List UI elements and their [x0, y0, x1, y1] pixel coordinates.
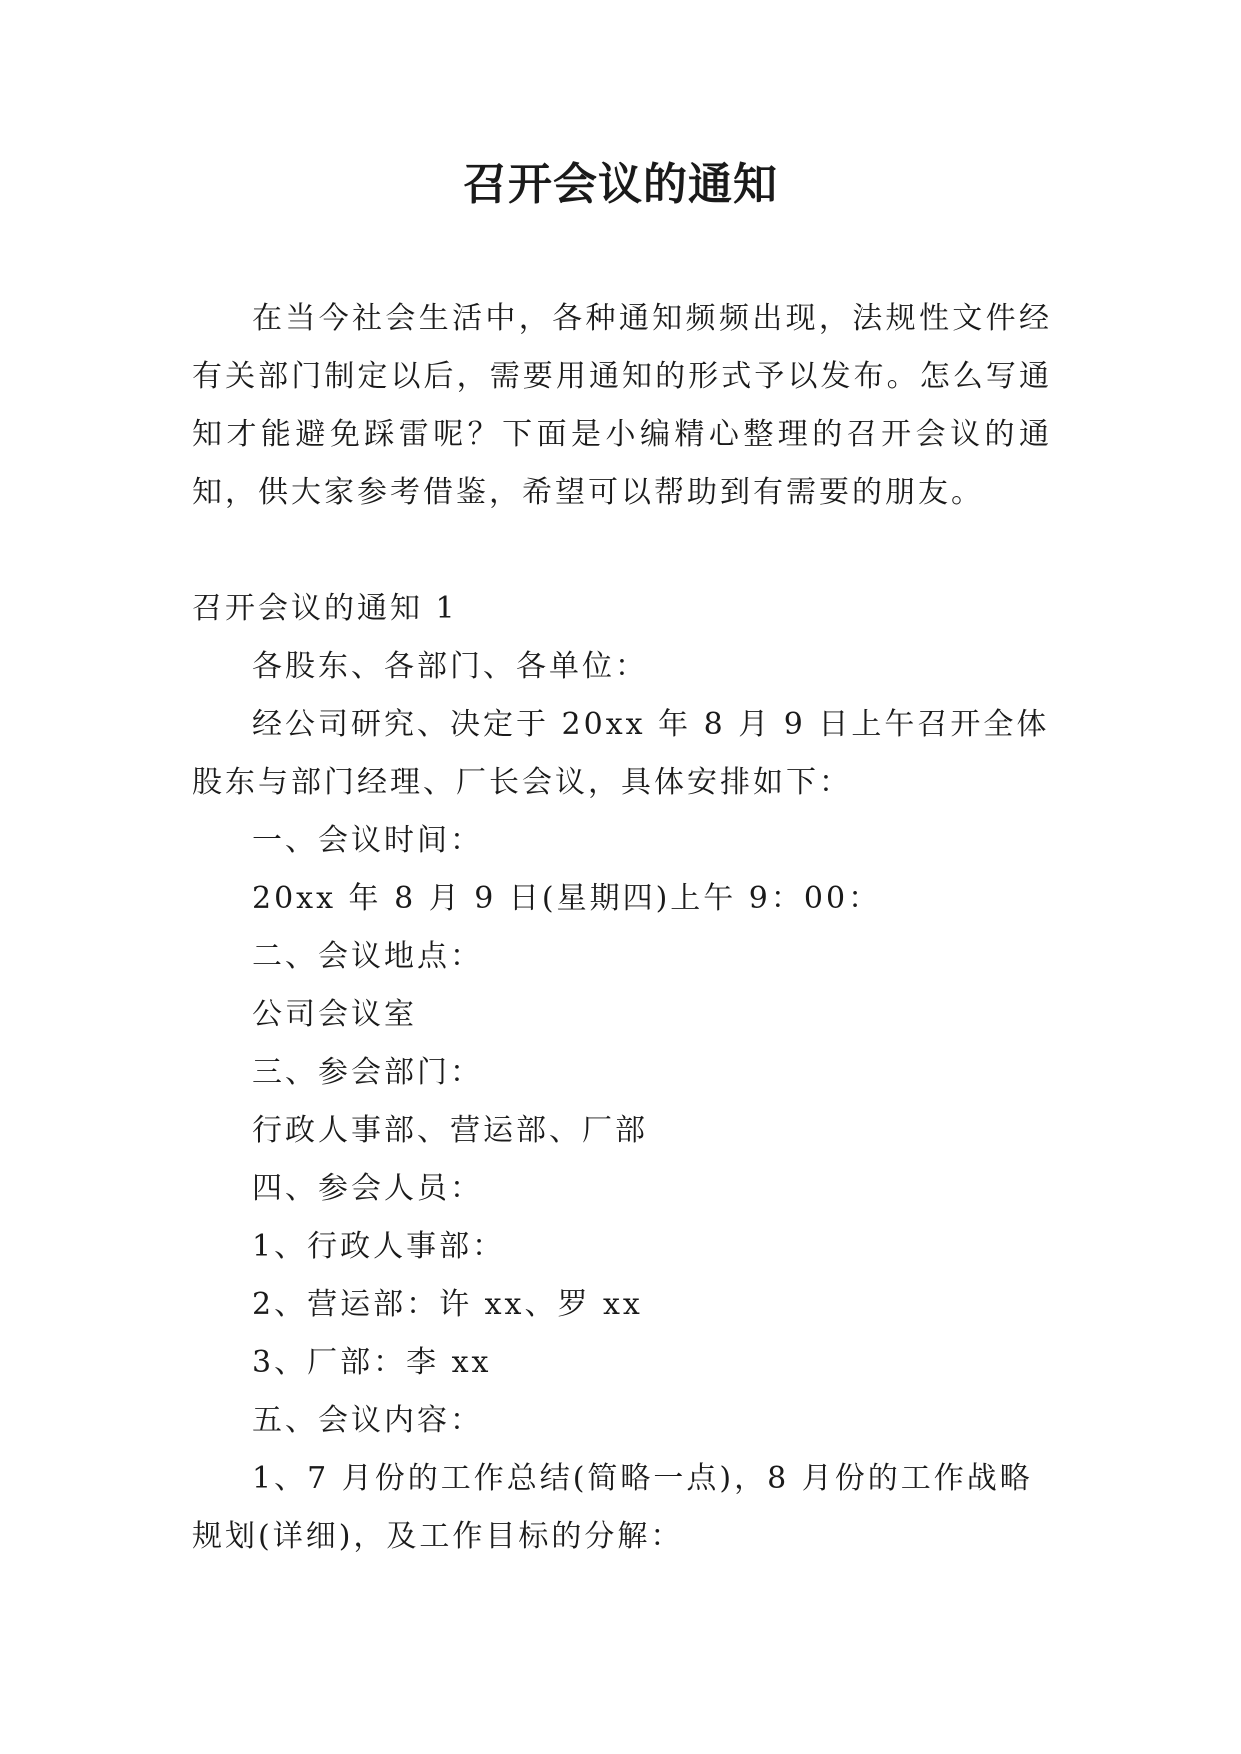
item-value-departments: 行政人事部、营运部、厂部 [252, 1113, 648, 1148]
intro-paragraph: 在当今社会生活中，各种通知频频出现，法规性文件经有关部门制定以后，需要用通知的形式予以发布。怎么写通知才能避免踩雷呢？下面是小编精心整理的召开会议的通知，供大家参考借鉴，希望可以帮助到有需要的朋友。 [192, 301, 1052, 510]
body-paragraph: 经公司研究、决定于 20xx 年 8 月 9 日上午召开全体股东与部门经理、厂长会议，具体安排如下： [192, 707, 1050, 800]
attendee-line: 3、厂部：李 xx [252, 1345, 492, 1380]
section-heading: 召开会议的通知 1 [192, 591, 458, 626]
item-heading-departments: 三、参会部门： [252, 1055, 483, 1090]
item-heading-location: 二、会议地点： [252, 939, 483, 974]
item-value-time: 20xx 年 8 月 9 日(星期四)上午 9：00： [252, 881, 882, 916]
attendee-line: 1、行政人事部： [252, 1229, 506, 1264]
content-line: 1、7 月份的工作总结(简略一点)，8 月份的工作战略规划(详细)，及工作目标的分解： [192, 1461, 1033, 1554]
document-title: 召开会议的通知 [463, 159, 778, 210]
item-heading-content: 五、会议内容： [252, 1403, 483, 1438]
item-heading-attendees: 四、参会人员： [252, 1171, 483, 1206]
item-value-location: 公司会议室 [252, 997, 417, 1032]
salutation: 各股东、各部门、各单位： [252, 649, 648, 684]
item-heading-time: 一、会议时间： [252, 823, 483, 858]
document-body [192, 290, 1052, 1566]
attendee-line: 2、营运部：许 xx、罗 xx [252, 1287, 643, 1322]
